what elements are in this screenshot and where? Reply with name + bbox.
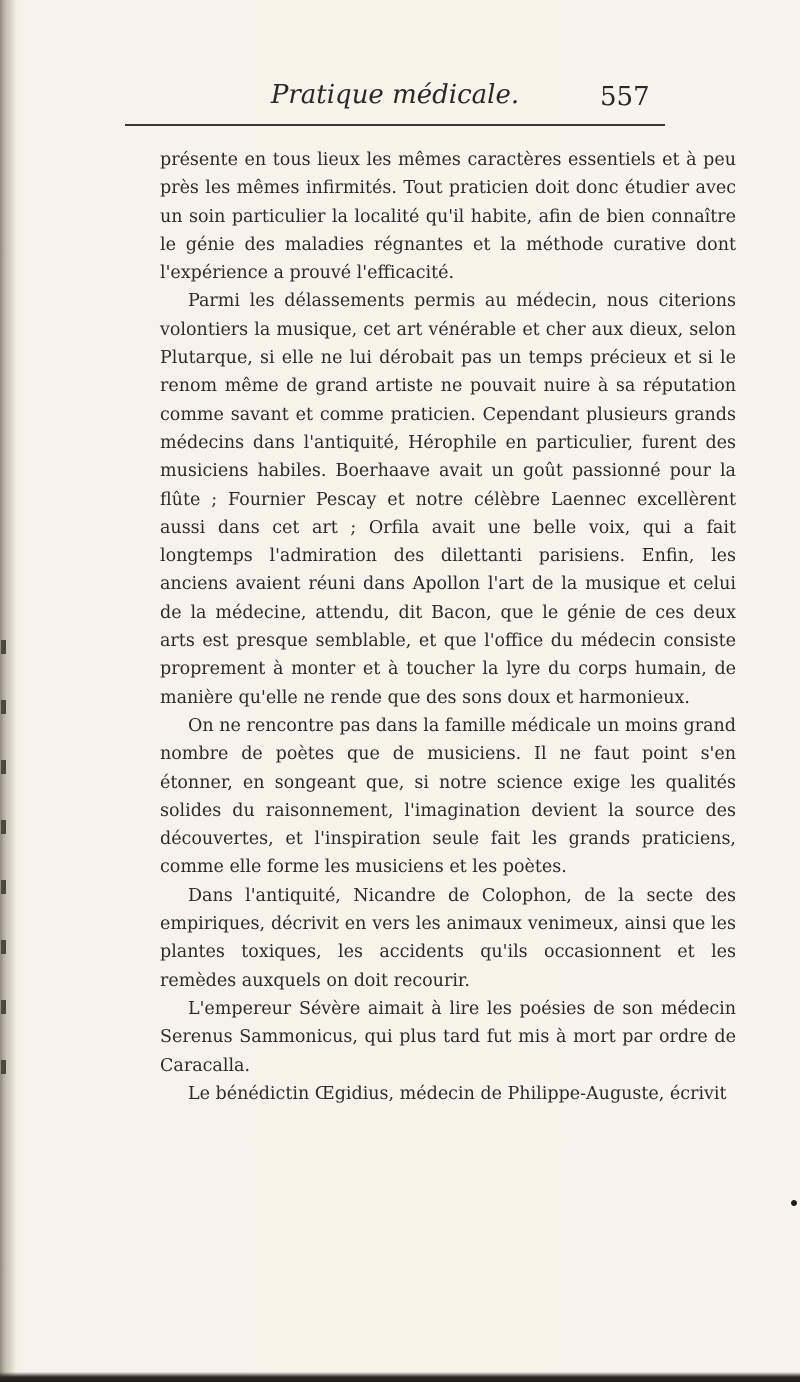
margin-mark <box>1 820 6 834</box>
binding-shadow <box>0 0 16 1382</box>
paragraph: Le bénédictin Œgidius, médecin de Philippe-Auguste, écrivit <box>188 1083 727 1104</box>
margin-mark <box>1 760 6 774</box>
margin-mark <box>1 1060 6 1074</box>
paragraph: Dans l'antiquité, Nicandre de Colophon, de la secte des empiriques, décrivit en vers les animaux venimeux, ainsi que les plantes toxiques, les accidents qu'ils occasionnent et les remèdes auxquels on doit recourir. <box>160 885 736 991</box>
scan-edge <box>0 1372 800 1382</box>
margin-mark <box>1 880 6 894</box>
margin-mark <box>1 700 6 714</box>
margin-mark <box>1 940 6 954</box>
ink-dot <box>791 1200 797 1206</box>
page-number: 557 <box>600 82 650 112</box>
running-title: Pratique médicale. <box>270 80 520 110</box>
running-head <box>0 80 800 126</box>
margin-mark <box>1 1000 6 1014</box>
paragraph: Parmi les délassements permis au médecin, nous citerions volontiers la musique, cet art vénérable et cher aux dieux, selon Plutarque, si elle ne lui dérobait pas un temps précieux et si le renom même de grand artiste ne pouvait nuire à sa réputation comme savant et comme praticien. Cependant plusieurs grands médecins dans l'antiquité, Hérophile en particulier, furent des musiciens habiles. Boerhaave avait un goût passionné pour la flûte ; Fournier Pescay et notre célèbre Laennec excellèrent aussi dans cet art ; Orfila avait une belle voix, qui a fait longtemps l'admiration des dilettanti parisiens. Enfin, les anciens avaient réuni dans Apollon l'art de la musique et celui de la médecine, attendu, dit Bacon, que le génie de ces deux arts est presque semblable, et que l'office du médecin consiste proprement à monter et à toucher la lyre du corps humain, de manière qu'elle ne rende que des sons doux et harmonieux. <box>160 291 736 708</box>
paragraph: On ne rencontre pas dans la famille médicale un moins grand nombre de poètes que de musiciens. Il ne faut point s'en étonner, en songeant que, si notre science exige les qualités solides du raisonnement, l'imagination devient la source des découvertes, et l'inspiration seule fait les grands praticiens, comme elle forme les musiciens et les poètes. <box>160 715 736 878</box>
body-text <box>160 146 736 1108</box>
header-rule <box>125 124 665 126</box>
margin-mark <box>1 640 6 654</box>
paragraph: présente en tous lieux les mêmes caractères essentiels et à peu près les mêmes infirmités. Tout praticien doit donc étudier avec un soin particulier la localité qu'il habite, afin de bien connaître le génie des maladies régnantes et la méthode curative dont l'expérience a prouvé l'efficacité. <box>160 150 736 284</box>
paragraph: L'empereur Sévère aimait à lire les poésies de son médecin Serenus Sammonicus, qui plus tard fut mis à mort par ordre de Caracalla. <box>160 998 736 1076</box>
